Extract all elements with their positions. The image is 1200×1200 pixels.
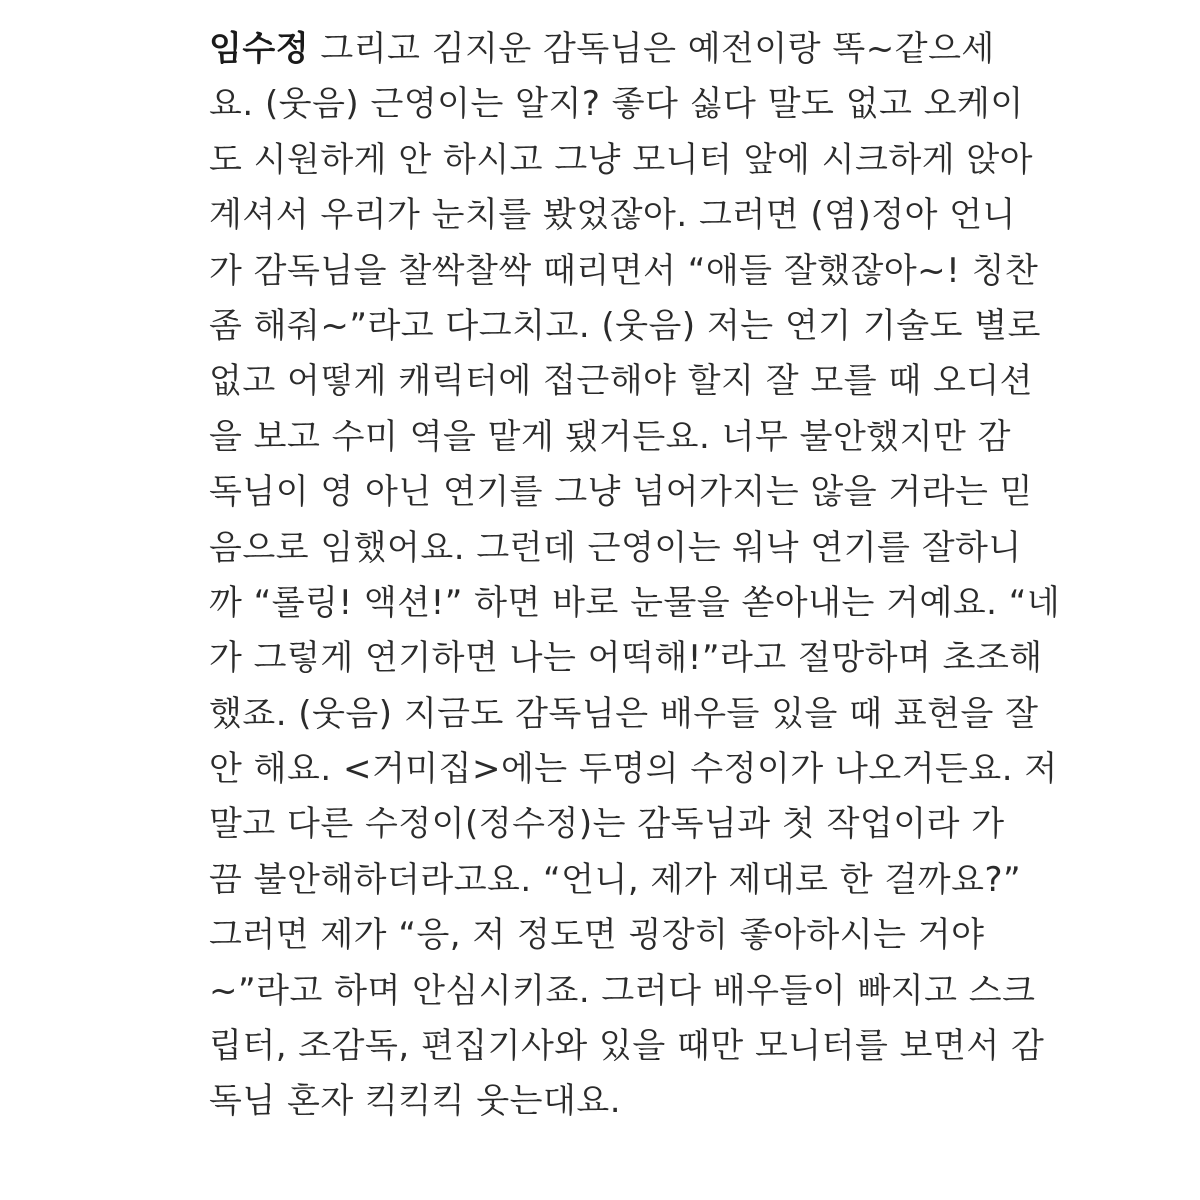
text-line: 을 보고 수미 역을 맡게 됐거든요. 너무 불안했지만 감 [209,416,1011,457]
text-line: 그러면 제가 “응, 저 정도면 굉장히 좋아하시는 거야 [209,915,985,956]
text-line: 가 그렇게 연기하면 나는 어떡해!”라고 절망하며 초조해 [209,638,1043,679]
text-line: ~”라고 하며 안심시키죠. 그러다 배우들이 빠지고 스크 [209,970,1036,1011]
text-line: 안 해요. <거미집>에는 두명의 수정이가 나오거든요. 저 [209,749,1058,790]
text-line: 독님이 영 아닌 연기를 그냥 넘어가지는 않을 거라는 믿 [209,472,1034,513]
text-line: 좀 해줘~”라고 다그치고. (웃음) 저는 연기 기술도 별로 [209,305,1041,346]
text-line: 도 시원하게 안 하시고 그냥 모니터 앞에 시크하게 앉아 [209,139,1034,180]
text-line-content: 그리고 김지운 감독님은 예전이랑 똑~같으세 [309,29,995,69]
text-line: 계셔서 우리가 눈치를 봤었잖아. 그러면 (염)정아 언니 [209,195,1016,236]
speaker-name: 임수정 [209,29,310,69]
text-line [209,22,1009,77]
text-line: 요. (웃음) 근영이는 알지? 좋다 싫다 말도 없고 오케이 [209,84,1024,125]
text-line: 없고 어떻게 캐릭터에 접근해야 할지 잘 모를 때 오디션 [209,361,1034,402]
text-line: 끔 불안해하더라고요. “언니, 제가 제대로 한 걸까요?” [209,859,1022,900]
text-line: 립터, 조감독, 편집기사와 있을 때만 모니터를 보면서 감 [209,1026,1045,1067]
text-line: 가 감독님을 찰싹찰싹 때리면서 “애들 잘했잖아~! 칭찬 [209,250,1039,291]
text-line: 까 “롤링! 액션!” 하면 바로 눈물을 쏟아내는 거예요. “네 [209,582,1061,623]
text-line: 독님 혼자 킥킥킥 웃는대요. [209,1081,622,1122]
interview-paragraph [209,22,1061,1130]
text-line: 음으로 임했어요. 그런데 근영이는 워낙 연기를 잘하니 [209,527,1022,568]
text-line: 했죠. (웃음) 지금도 감독님은 배우들 있을 때 표현을 잘 [209,693,1039,734]
text-line: 말고 다른 수정이(정수정)는 감독님과 첫 작업이라 가 [209,804,1005,845]
